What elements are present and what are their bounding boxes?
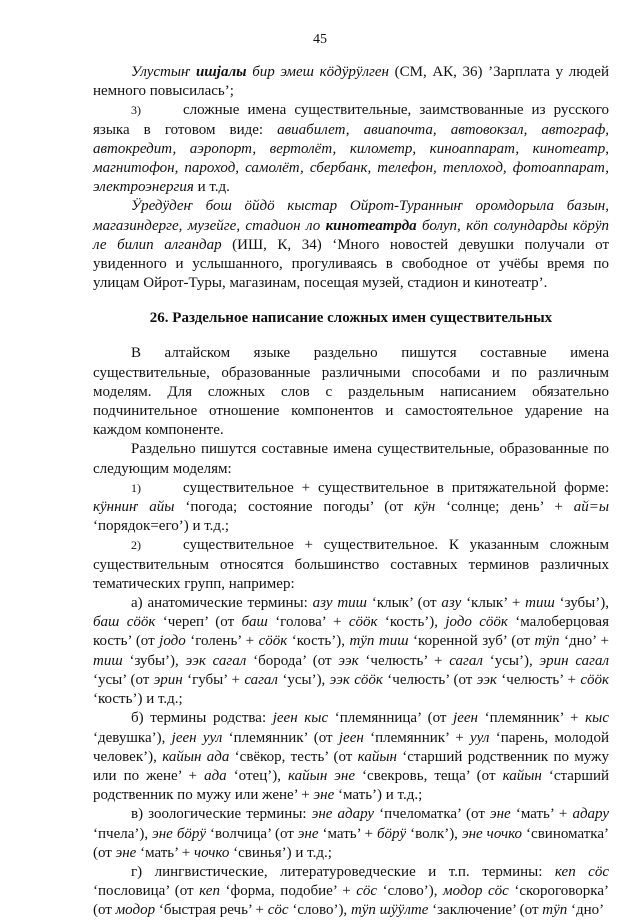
term-run: эне адару [311,806,375,823]
list-number: 3) [131,103,141,118]
subitem-zoological [93,805,609,863]
text-run: ‘свекровь, теща’ (от [355,767,503,784]
term-run: эне чочко [461,825,523,842]
text-run: г) лингвистические, литературоведческие и т.п. термины: [131,863,555,880]
list-item-3 [93,101,609,197]
text-run: существительное + существительное. К указанным сложным существительным относятся большинство составных терминов различных тематических групп, например: [93,537,609,592]
term-run: сӧӧк [348,614,378,631]
text-run: В алтайском языке раздельно пишутся составные имена существительные, образованные различными способами и по различным моделям. Для сложных слов с раздельным написанием обязательно подчинительное отношение компонентов и самостоятельное ударение на каждом компоненте. [93,345,609,439]
text-run: ‘старший родственник по мужу или жене’ + [93,767,610,804]
text-run: ‘мать’) и т.д.; [334,787,423,804]
text-run: ‘дно’ [567,902,605,919]
text-run: ‘клык’ (от [367,595,442,612]
list-item-2 [93,536,609,594]
term-run: кайын [357,748,397,765]
text-run: ‘волчица’ (от [206,825,298,842]
list-number: 1) [131,480,141,495]
text-run: ‘усы’), [277,671,330,688]
term-run: кайын эне [288,767,356,784]
page-number: 45 [313,32,327,47]
text-run: ‘голень’ + [185,633,259,650]
text-run: ‘быстрая речь’ + [155,902,268,919]
term-run: јеен [338,729,364,746]
term-run: баш [241,614,268,631]
text-run: ‘мать’ + [318,825,377,842]
term-run: сагал [449,652,483,669]
term-run: бӧрӱ [376,825,407,842]
text-run: ‘солнце; день’ + [435,499,574,516]
term-run: сӧӧк [580,671,609,688]
term-run: эне [313,787,335,804]
term-run: Ӱредӱдеҥ бош ӧйдӧ кыстар Ойрот-Туранныҥ оромдорыла базын, магазиндерге, музейге, стадион ло [93,198,609,234]
term-run: азу тиш [312,595,368,612]
term-run: јеен [453,710,478,727]
text-run: ‘череп’ (от [155,614,242,631]
text-run: ‘усы’ (от [93,671,154,688]
term-run: тӱп [542,902,568,919]
text-run: ‘волк’), [406,825,462,842]
text-run: ‘отец’), [226,767,289,784]
section-heading: 26. Раздельное написание сложных имен существительных [149,310,553,327]
text-run: ‘слово’), [288,902,351,919]
text-run: ‘кость’), [287,633,350,650]
term-run: эне [115,844,137,861]
text-run: в) зоологические термины: [131,806,312,823]
term-run: эрин [153,671,183,688]
text-run: ‘борода’ (от [246,652,339,669]
text-run: ‘кость’) и т.д.; [93,691,183,708]
term-run: ай=ы [573,499,609,516]
term-run: сӧс [356,883,378,900]
term-run: ишјалы [195,64,247,80]
text-run: ‘скороговорка’ (от [93,883,609,919]
text-run: ‘парень, молодой человек’), [93,729,609,765]
term-run: модор [115,902,156,919]
text-run: ‘погода; состояние погоды’ (от [174,499,415,516]
text-run: ‘клык’ + [461,595,526,612]
text-run: и т.д. [193,179,230,196]
text-run: ‘челюсть’ + [496,671,581,688]
term-run: кайын [502,767,542,784]
term-run: баш сӧӧк [93,614,156,631]
term-run: ээк сагал [185,652,247,669]
text-run: ‘пчеломатка’ (от [374,806,490,823]
text-run: ‘свиноматка’ (от [93,825,609,861]
term-run: тиш [93,652,123,669]
text-run: ‘зубы’), [554,595,609,612]
term-run: эне [297,825,319,842]
text-run: ‘губы’ + [182,671,245,688]
text-run: ‘свинья’) и т.д.; [229,844,332,861]
term-run: сагал [244,671,278,688]
list-item-1 [93,479,609,537]
document-body [93,63,609,921]
text-run: ‘малоберцовая кость’ (от [93,614,609,650]
term-run: эрин сагал [539,652,610,669]
paragraph-models [93,440,609,478]
text-run: сложные имена существительные, заимствованные из русского языка в готовом виде: [93,102,609,138]
text-run: ‘свёкор, тесть’ (от [229,748,358,765]
text-run: ‘мать’ + [510,806,573,823]
text-run: ‘усы’), [482,652,540,669]
term-run: бир эмеш кӧдӱрӱлген [246,64,389,80]
term-run: эне бӧрӱ [152,825,207,842]
term-run: кӱн [414,499,436,516]
subitem-linguistic [93,863,609,921]
term-run: адару [572,806,609,823]
term-run: јеен кыс [272,710,329,727]
text-run: Раздельно пишутся составные имена существительные, образованные по следующим моделям: [93,441,609,477]
term-run: јодо сӧӧк [445,614,508,631]
text-run: существительное + существительное в притяжательной форме: [183,479,609,496]
term-run: кеп сӧс [554,863,609,880]
text-run: ‘племянница’ (от [328,710,454,727]
term-run: Улустыҥ [131,64,196,80]
term-run: ада [204,767,227,784]
term-run: авиабилет, авиапочта, автовокзал, автограф, автокредит, аэропорт, вертолёт, километр, киноаппарат, кинотеатр, магнитофон, пароход, самолёт, сбербанк, телефон, теплоход, фотоаппарат, электроэнергия [93,121,609,196]
text-run: а) анатомические термины: [131,595,313,612]
text-run: ‘слово’), [377,883,443,900]
term-run: сӧӧк [258,633,288,650]
subitem-anatomical [93,594,609,709]
text-run: ‘форма, подобие’ + [219,883,357,900]
text-run: ‘голова’ + [267,614,349,631]
term-run: эне [490,806,511,823]
term-run: кеп [199,883,220,900]
text-run: (СМ, АК, 36) ’Зарплата у людей немного повысилась’; [93,64,609,100]
term-run: азу [441,595,462,612]
term-run: тиш [525,595,555,612]
term-run: тӱп [534,633,560,650]
term-run: ээк [338,652,359,669]
text-run: ‘челюсть’ + [358,652,450,669]
text-run: ‘девушка’), [93,729,172,746]
text-run: ‘кость’), [377,614,446,631]
text-run: ‘племянник’ + [363,729,470,746]
term-run: кайын ада [162,748,230,765]
term-run: ээк сӧӧк [329,671,383,688]
text-run: (ИШ, К, 34) ‘Много новостей девушки получали от увиденного и услышанного, прогуливаясь в свободное от учёбы время по улицам Ойрот-Туры, магазинам, посещая музей, стадион и кинотеатр’. [93,236,609,292]
term-run: сӧс [267,902,289,919]
text-run: ‘коренной зуб’ (от [408,633,535,650]
term-run: ээк [476,671,497,688]
text-run: ‘племянник’ + [478,710,586,727]
term-run: болуп, кӧп солундарды кӧрӱп ле билип алгандар [93,217,610,253]
text-run: ‘мать’ + [136,844,194,861]
term-run: јеен уул [171,729,223,746]
text-run: ‘заключение’ (от [428,902,543,919]
paragraph-intro [93,344,609,440]
term-run: кыс [585,710,609,727]
text-run: б) термины родства: [131,710,273,727]
term-run: уул [469,729,490,746]
term-run: чочко [193,844,230,861]
text-run: ‘пчела’), [93,825,153,842]
text-run: ‘зубы’), [122,652,186,669]
list-number: 2) [131,538,141,553]
example-paragraph [93,197,609,293]
subitem-kinship [93,709,609,805]
term-run: кинотеатрда [325,217,417,234]
text-run: ‘пословица’ (от [93,883,200,900]
paragraph-p1 [93,63,609,101]
text-run: ‘дно’ + [559,633,610,650]
text-run: ‘челюсть’ (от [382,671,477,688]
text-run: ‘старший родственник по мужу или по жене’ + [93,748,609,784]
term-run: јодо [159,633,186,650]
term-run: кӱнниҥ айы [93,499,175,516]
term-run: модор сӧс [443,883,509,900]
text-run: ‘порядок=его’) и т.д.; [93,518,229,535]
term-run: тӱп шӱӱлте [350,902,429,919]
text-run: ‘племянник’ (от [222,729,339,746]
term-run: тӱп тиш [349,633,409,650]
